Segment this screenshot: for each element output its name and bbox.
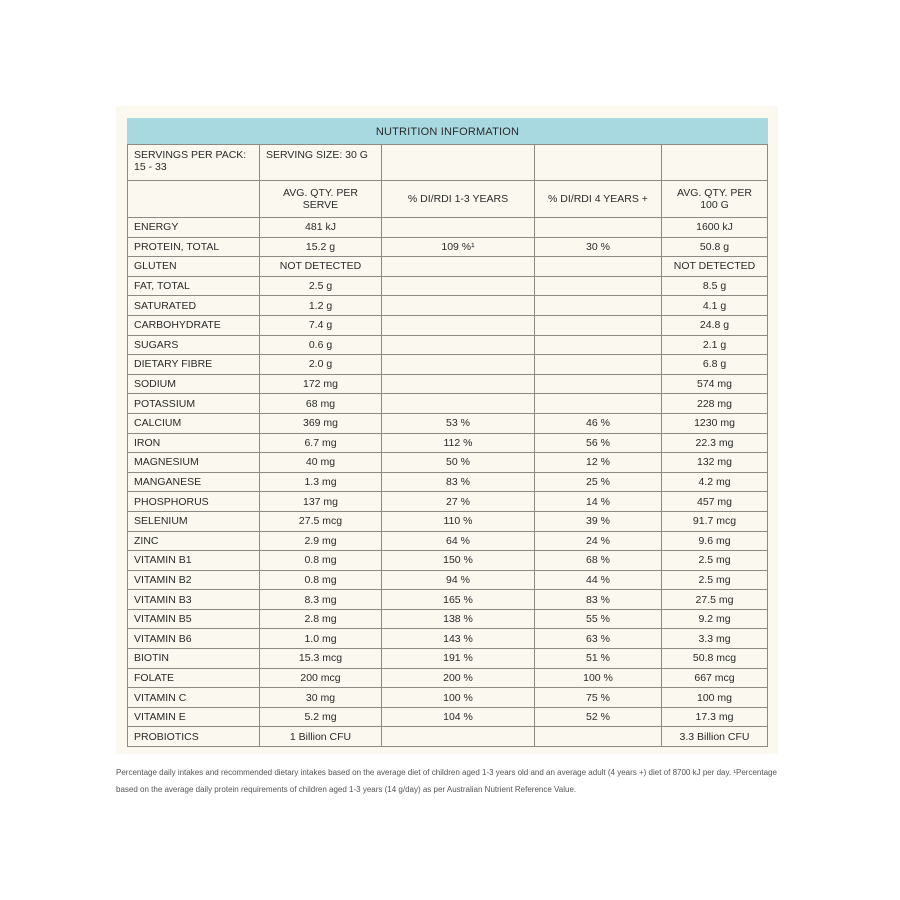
table-row [128, 433, 768, 453]
di-1-3-value: 53 % [382, 413, 535, 433]
di-1-3-value: 112 % [382, 433, 535, 453]
nutrient-name: CALCIUM [128, 413, 260, 433]
di-4-value: 83 % [535, 590, 662, 610]
per-100g-value: 132 mg [662, 453, 768, 473]
table-row [128, 629, 768, 649]
col-header-per-serve: AVG. QTY. PER SERVE [260, 181, 382, 218]
nutrient-name: DIETARY FIBRE [128, 355, 260, 375]
table-row [128, 453, 768, 473]
di-1-3-value: 104 % [382, 707, 535, 727]
per-100g-value: 3.3 Billion CFU [662, 727, 768, 747]
empty-cell [535, 145, 662, 181]
table-row [128, 609, 768, 629]
empty-cell [382, 145, 535, 181]
per-serve-value: 68 mg [260, 394, 382, 414]
title-row [128, 119, 768, 145]
table-row [128, 570, 768, 590]
di-4-value [535, 296, 662, 316]
di-1-3-value [382, 315, 535, 335]
table-row [128, 707, 768, 727]
di-1-3-value: 64 % [382, 531, 535, 551]
nutrient-name: SUGARS [128, 335, 260, 355]
di-1-3-value: 138 % [382, 609, 535, 629]
nutrient-name: PROTEIN, TOTAL [128, 237, 260, 257]
table-row [128, 218, 768, 238]
di-4-value: 44 % [535, 570, 662, 590]
table-row [128, 649, 768, 669]
table-row [128, 296, 768, 316]
per-serve-value: 5.2 mg [260, 707, 382, 727]
nutrient-name: SODIUM [128, 374, 260, 394]
per-serve-value: 1.0 mg [260, 629, 382, 649]
table-row [128, 688, 768, 708]
di-4-value: 12 % [535, 453, 662, 473]
per-serve-value: 2.9 mg [260, 531, 382, 551]
di-4-value: 68 % [535, 551, 662, 571]
nutrient-name: PROBIOTICS [128, 727, 260, 747]
nutrient-name: PHOSPHORUS [128, 492, 260, 512]
per-serve-value: 200 mcg [260, 668, 382, 688]
di-1-3-value: 143 % [382, 629, 535, 649]
per-serve-value: 2.5 g [260, 276, 382, 296]
per-serve-value: 8.3 mg [260, 590, 382, 610]
nutrient-name: GLUTEN [128, 257, 260, 277]
table-row [128, 511, 768, 531]
di-1-3-value: 165 % [382, 590, 535, 610]
empty-cell [128, 181, 260, 218]
di-1-3-value [382, 727, 535, 747]
di-4-value [535, 374, 662, 394]
per-100g-value: 100 mg [662, 688, 768, 708]
table-row [128, 315, 768, 335]
per-serve-value: 0.8 mg [260, 570, 382, 590]
di-4-value [535, 394, 662, 414]
di-4-value: 14 % [535, 492, 662, 512]
di-1-3-value [382, 355, 535, 375]
per-100g-value: 9.6 mg [662, 531, 768, 551]
per-serve-value: NOT DETECTED [260, 257, 382, 277]
per-serve-value: 0.6 g [260, 335, 382, 355]
di-4-value: 100 % [535, 668, 662, 688]
per-100g-value: 3.3 mg [662, 629, 768, 649]
di-4-value: 63 % [535, 629, 662, 649]
di-4-value: 46 % [535, 413, 662, 433]
table-row [128, 590, 768, 610]
di-1-3-value: 94 % [382, 570, 535, 590]
per-serve-value: 7.4 g [260, 315, 382, 335]
table-row [128, 355, 768, 375]
di-1-3-value [382, 374, 535, 394]
per-100g-value: 6.8 g [662, 355, 768, 375]
di-1-3-value: 191 % [382, 649, 535, 669]
per-100g-value: 50.8 g [662, 237, 768, 257]
di-4-value [535, 315, 662, 335]
nutrient-name: SATURATED [128, 296, 260, 316]
di-1-3-value: 200 % [382, 668, 535, 688]
per-100g-value: 24.8 g [662, 315, 768, 335]
nutrient-name: CARBOHYDRATE [128, 315, 260, 335]
per-100g-value: 91.7 mcg [662, 511, 768, 531]
column-header-row [128, 181, 768, 218]
table-row [128, 257, 768, 277]
di-1-3-value: 27 % [382, 492, 535, 512]
nutrient-name: ENERGY [128, 218, 260, 238]
di-4-value: 75 % [535, 688, 662, 708]
di-4-value [535, 727, 662, 747]
di-4-value [535, 335, 662, 355]
per-serve-value: 6.7 mg [260, 433, 382, 453]
per-100g-value: 22.3 mg [662, 433, 768, 453]
nutrient-name: VITAMIN B3 [128, 590, 260, 610]
per-100g-value: 8.5 g [662, 276, 768, 296]
per-100g-value: 4.1 g [662, 296, 768, 316]
servings-row [128, 145, 768, 181]
di-1-3-value [382, 276, 535, 296]
nutrient-name: VITAMIN B1 [128, 551, 260, 571]
per-100g-value: 1230 mg [662, 413, 768, 433]
table-title: NUTRITION INFORMATION [128, 119, 768, 145]
nutrient-name: MANGANESE [128, 472, 260, 492]
servings-per-pack: SERVINGS PER PACK: 15 - 33 [128, 145, 260, 181]
nutrient-name: VITAMIN C [128, 688, 260, 708]
per-100g-value: 228 mg [662, 394, 768, 414]
per-serve-value: 15.3 mcg [260, 649, 382, 669]
nutrient-name: VITAMIN E [128, 707, 260, 727]
nutrient-name: FAT, TOTAL [128, 276, 260, 296]
di-4-value: 25 % [535, 472, 662, 492]
table-row [128, 531, 768, 551]
table-row [128, 394, 768, 414]
per-serve-value: 40 mg [260, 453, 382, 473]
per-100g-value: 4.2 mg [662, 472, 768, 492]
per-100g-value: 17.3 mg [662, 707, 768, 727]
per-serve-value: 2.0 g [260, 355, 382, 375]
di-4-value: 39 % [535, 511, 662, 531]
per-100g-value: 2.1 g [662, 335, 768, 355]
nutrient-name: VITAMIN B2 [128, 570, 260, 590]
nutrient-name: BIOTIN [128, 649, 260, 669]
di-4-value: 24 % [535, 531, 662, 551]
table-row [128, 276, 768, 296]
per-100g-value: 27.5 mg [662, 590, 768, 610]
di-4-value: 51 % [535, 649, 662, 669]
col-header-di-1-3: % DI/RDI 1-3 YEARS [382, 181, 535, 218]
per-100g-value: 9.2 mg [662, 609, 768, 629]
col-header-per-100g: AVG. QTY. PER 100 G [662, 181, 768, 218]
per-serve-value: 481 kJ [260, 218, 382, 238]
nutrient-name: VITAMIN B5 [128, 609, 260, 629]
per-serve-value: 0.8 mg [260, 551, 382, 571]
di-1-3-value [382, 335, 535, 355]
table-row [128, 668, 768, 688]
per-100g-value: NOT DETECTED [662, 257, 768, 277]
per-serve-value: 1.2 g [260, 296, 382, 316]
per-serve-value: 2.8 mg [260, 609, 382, 629]
di-1-3-value: 50 % [382, 453, 535, 473]
di-4-value [535, 257, 662, 277]
di-1-3-value [382, 296, 535, 316]
table-row [128, 237, 768, 257]
table-row [128, 374, 768, 394]
nutrient-name: MAGNESIUM [128, 453, 260, 473]
di-4-value: 55 % [535, 609, 662, 629]
serving-size: SERVING SIZE: 30 G [260, 145, 382, 181]
per-serve-value: 27.5 mcg [260, 511, 382, 531]
di-4-value [535, 355, 662, 375]
per-serve-value: 172 mg [260, 374, 382, 394]
di-1-3-value: 100 % [382, 688, 535, 708]
per-serve-value: 1 Billion CFU [260, 727, 382, 747]
empty-cell [662, 145, 768, 181]
per-100g-value: 2.5 mg [662, 570, 768, 590]
table-row [128, 727, 768, 747]
table-row [128, 335, 768, 355]
table-row [128, 413, 768, 433]
nutrient-name: POTASSIUM [128, 394, 260, 414]
di-1-3-value [382, 218, 535, 238]
di-4-value: 52 % [535, 707, 662, 727]
per-serve-value: 30 mg [260, 688, 382, 708]
table-row [128, 551, 768, 571]
nutrition-table [127, 118, 768, 747]
per-serve-value: 137 mg [260, 492, 382, 512]
di-1-3-value: 83 % [382, 472, 535, 492]
nutrient-name: VITAMIN B6 [128, 629, 260, 649]
per-serve-value: 1.3 mg [260, 472, 382, 492]
per-100g-value: 457 mg [662, 492, 768, 512]
per-100g-value: 50.8 mcg [662, 649, 768, 669]
footnote: Percentage daily intakes and recommended dietary intakes based on the average diet of children aged 1-3 years old and an average adult (4 years +) diet of 8700 kJ per day. ¹Percentage based on the average daily protein requirements of children aged 1-3 years (14 g/day) as per Australian Nutrient Reference Value. [116, 768, 777, 794]
di-4-value: 30 % [535, 237, 662, 257]
nutrient-name: IRON [128, 433, 260, 453]
per-serve-value: 369 mg [260, 413, 382, 433]
per-100g-value: 2.5 mg [662, 551, 768, 571]
di-1-3-value: 109 %¹ [382, 237, 535, 257]
per-100g-value: 574 mg [662, 374, 768, 394]
nutrient-name: FOLATE [128, 668, 260, 688]
table-row [128, 492, 768, 512]
nutrient-name: SELENIUM [128, 511, 260, 531]
di-4-value [535, 276, 662, 296]
di-1-3-value [382, 394, 535, 414]
di-1-3-value: 110 % [382, 511, 535, 531]
di-4-value: 56 % [535, 433, 662, 453]
di-4-value [535, 218, 662, 238]
col-header-di-4: % DI/RDI 4 YEARS + [535, 181, 662, 218]
di-1-3-value [382, 257, 535, 277]
per-100g-value: 1600 kJ [662, 218, 768, 238]
per-serve-value: 15.2 g [260, 237, 382, 257]
per-100g-value: 667 mcg [662, 668, 768, 688]
nutrient-name: ZINC [128, 531, 260, 551]
di-1-3-value: 150 % [382, 551, 535, 571]
table-row [128, 472, 768, 492]
